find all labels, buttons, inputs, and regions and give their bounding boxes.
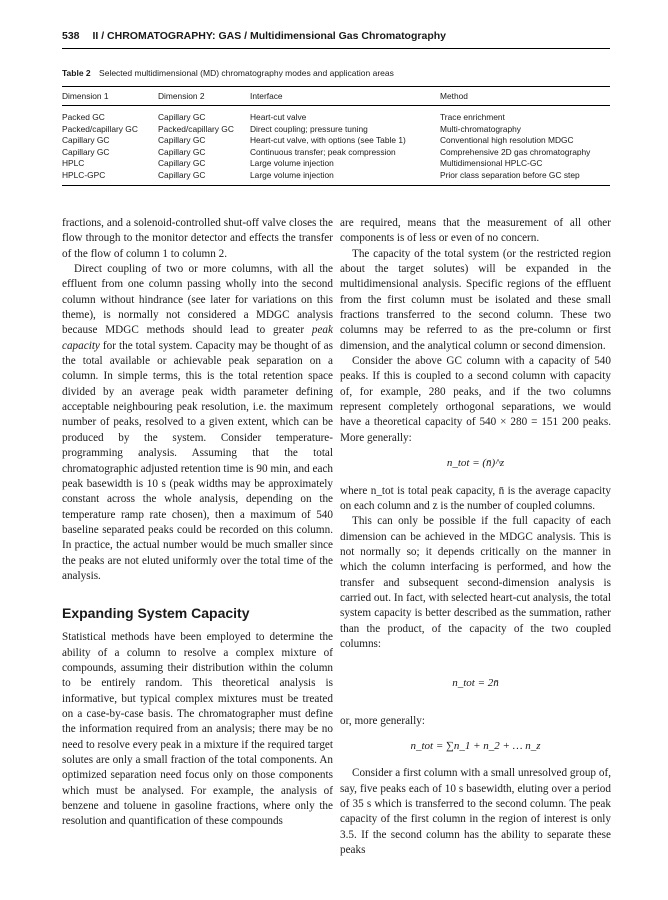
table-cell: Trace enrichment	[440, 112, 505, 122]
paragraph: Consider a first column with a small unresolved group of, say, five peaks each of 10 s basewidth, eluting over a period of 35 s which is transferred to the second column. The peak capacity of the first column in the region of interest is only 3.5. If the second column has the ability to separate these peaks	[340, 767, 611, 857]
running-title: II / CHROMATOGRAPHY: GAS / Multidimensional Gas Chromatography	[92, 30, 446, 42]
paragraph-text: Direct coupling of two or more columns, with all the effluent from one column passing wholly into the second column without hindrance (see later for variations on this theme), is normally not considered a MDGC analysis because MDGC methods should lead to greater	[62, 263, 333, 337]
paragraph	[62, 262, 333, 584]
paragraph: The capacity of the total system (or the restricted region about the target solutes) will be expanded in the multidimensional analysis. Specific regions of the effluent from the first column must be isolated and these small fractions transferred to the second column. These two columns may be referred to as the pre-column or first dimension, and the analytical column or second dimension.	[340, 247, 611, 352]
table-row	[62, 124, 610, 136]
table-row	[62, 158, 610, 170]
right-column	[340, 216, 611, 858]
table-cell: HPLC-GPC	[62, 170, 158, 186]
table-cell: Comprehensive 2D gas chromatography	[440, 146, 591, 157]
table-cell: HPLC	[62, 158, 85, 168]
table-cell: Capillary GC	[158, 112, 206, 122]
paragraph: or, more generally:	[340, 714, 425, 727]
paragraph: This can only be possible if the full capacity of each dimension can be achieved in the MDGC analysis. This is not normally so; it depends critically on the manner in which the column interfacing is performed, and how the transfer and subsequent second-dimension analysis is carried out. In fact, with selected heart-cut analysis, the total system capacity is better described as the summation, rather than the product, of the capacity of the two coupled columns:	[340, 515, 611, 650]
paragraph: where n_tot is total peak capacity, n̄ is the average capacity on each column and z is the number of coupled columns.	[340, 484, 611, 512]
table-cell: Conventional high resolution MDGC	[440, 135, 574, 145]
table-cell: Capillary GC	[62, 146, 110, 157]
table-cell: Heart-cut valve, with options (see Table 1)	[250, 135, 406, 145]
table-cell: Packed GC	[62, 112, 105, 122]
table-caption	[62, 68, 610, 78]
running-header	[62, 30, 610, 42]
equation-general-sum: n_tot = ∑n_1 + n_2 + … n_z	[410, 739, 541, 752]
paragraph: fractions, and a solenoid-controlled shut-off valve closes the flow through to the monitor detector and effects the transfer of the flow of column 1 to column 2.	[62, 217, 333, 260]
table-cell: Continuous transfer; peak compression	[250, 146, 396, 157]
table-row	[62, 170, 610, 186]
table-cell: Prior class separation before GC step	[440, 170, 610, 186]
table-cell: Multidimensional HPLC-GC	[440, 158, 543, 168]
table-cell: Packed/capillary GC	[62, 123, 138, 134]
table-cell: Large volume injection	[250, 158, 334, 168]
table-header-cell: Dimension 2	[158, 87, 250, 106]
table-cell: Packed/capillary GC	[158, 123, 234, 134]
paragraph: are required, means that the measurement of all other components is of less or even of no concern.	[340, 217, 611, 245]
table-header-row	[62, 87, 610, 106]
modes-table	[62, 86, 610, 186]
table-cell: Direct coupling; pressure tuning	[250, 123, 368, 134]
table-cell: Capillary GC	[158, 146, 206, 157]
header-rule	[62, 48, 610, 49]
table-label: Table 2	[62, 68, 91, 78]
left-column	[62, 216, 333, 830]
emphasis-term: peak capacity	[62, 324, 333, 352]
paragraph: Consider the above GC column with a capacity of 540 peaks. If this is coupled to a second column with capacity of, for example, 280 peaks, and if the two columns represent completely orthogonal separations, we would have a theoretical capacity of 540 × 280 = 151 200 peaks. More generally:	[340, 355, 611, 444]
table-cell: Capillary GC	[158, 170, 250, 186]
table-header-cell: Method	[440, 87, 610, 106]
table-row	[62, 135, 610, 147]
table-cell: Multi-chromatography	[440, 123, 521, 134]
equation-sum: n_tot = 2n̄	[452, 677, 499, 690]
page-number: 538	[62, 30, 80, 42]
table-header-cell: Interface	[250, 87, 440, 106]
section-heading: Expanding System Capacity	[62, 605, 250, 622]
table-cell: Capillary GC	[158, 158, 206, 168]
table-row	[62, 106, 610, 124]
table-cell: Heart-cut valve	[250, 112, 307, 122]
table-caption-text: Selected multidimensional (MD) chromatography modes and application areas	[99, 68, 394, 78]
table-row	[62, 147, 610, 159]
paragraph: Statistical methods have been employed to determine the ability of a column to resolve a complex mixture of compounds, assuming their distribution within the column to be entirely random. This theoretical analysis is informative, but typical complex mixtures must be treated on a case-by-case basis. The chromatographer must define the information required from an analysis; there may be no need to resolve every peak in a mixture if the required target solutes are only a small fraction of the total components. An optimized separation need focus only on those components which must be analysed. For example, the analysis of benzene and toluene in gasoline fractions, where only the resolution and quantification of these compounds	[62, 631, 333, 828]
table-cell: Capillary GC	[158, 135, 206, 145]
table-cell: Large volume injection	[250, 170, 440, 186]
table-header-cell: Dimension 1	[62, 87, 158, 106]
table-cell: Capillary GC	[62, 135, 110, 145]
equation-product: n_tot = (n̄)^z	[446, 457, 505, 470]
paragraph-text: for the total system. Capacity may be thought of as the total available or achievable peak separation on a column. In simple terms, this is the total retention space divided by an average peak width parameter defining acceptable neighbouring peak resolution, i.e. the maximum number of peaks, resolved to a given extent, which can be produced by the system. Consider temperature-programming analysis. Assuming that the total chromatographic adjusted retention time is 90 min, and each peak basewidth is 10 s (peak widths may be approximately constant across the whole analysis, depending on the temperature ramp rate chosen), then a maximum of 540 baseline separated peaks could be recorded on this column. In practice, the actual number would be much smaller since the peaks are not eluted uniformly over the total time of the analysis.	[62, 339, 333, 582]
